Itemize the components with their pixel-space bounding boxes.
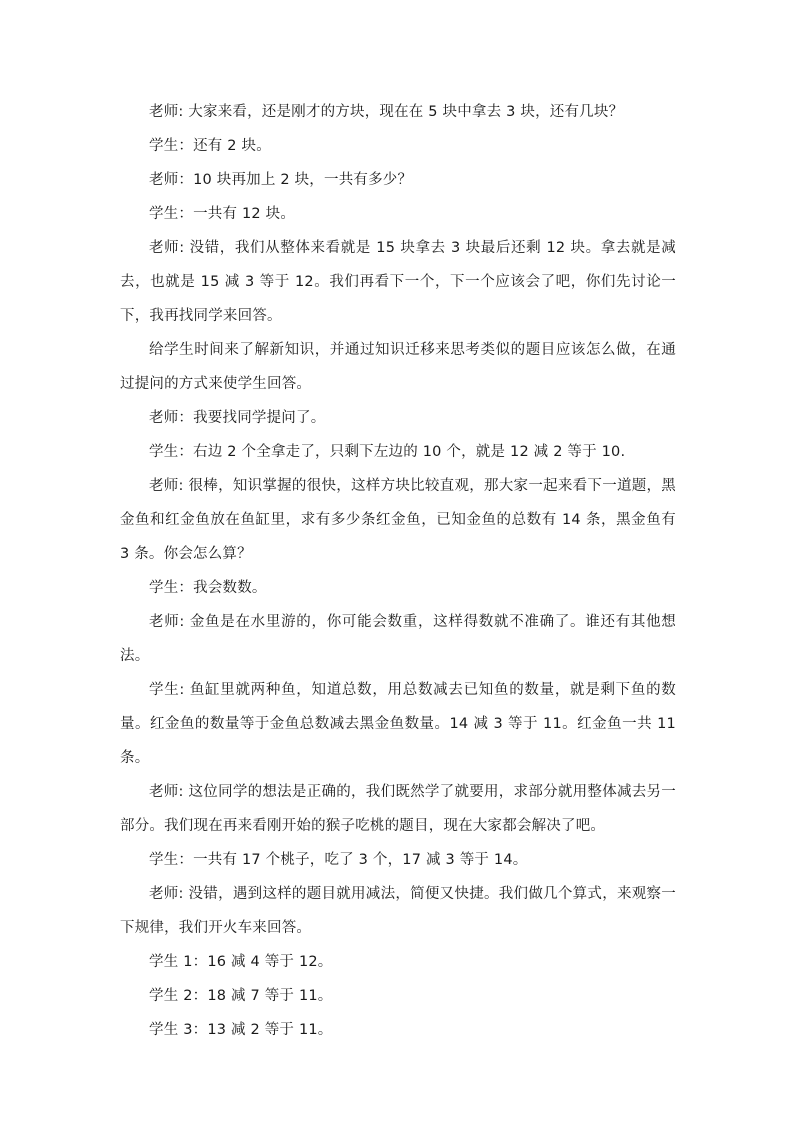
paragraph: 学生 3：13 减 2 等于 11。: [149, 1022, 333, 1038]
paragraph: 学生：我会数数。: [149, 580, 267, 596]
paragraph: 学生：还有 2 块。: [149, 138, 271, 154]
paragraph: 老师: 这位同学的想法是正确的，我们既然学了就要用，求部分就用整体减去另一部分。我们现在再来看刚开始的猴子吃桃的题目，现在大家都会解决了吧。: [120, 784, 676, 834]
paragraph: 老师: 没错，我们从整体来看就是 15 块拿去 3 块最后还剩 12 块。拿去就是减去，也就是 15 减 3 等于 12。我们再看下一个，下一个应该会了吧，你们先讨论一下，我再找同学来回答。: [120, 240, 676, 324]
paragraph: 学生 1：16 减 4 等于 12。: [149, 954, 333, 970]
paragraph: 学生：一共有 17 个桃子，吃了 3 个，17 减 3 等于 14。: [149, 852, 528, 868]
paragraph: 学生：右边 2 个全拿走了，只剩下左边的 10 个，就是 12 减 2 等于 10.: [149, 444, 626, 460]
paragraph: 学生: 鱼缸里就两种鱼，知道总数，用总数减去已知鱼的数量，就是剩下鱼的数量。红金鱼的数量等于金鱼总数减去黑金鱼数量。14 减 3 等于 11。红金鱼一共 11 条。: [120, 682, 676, 766]
paragraph: 老师: 没错，遇到这样的题目就用减法，简便又快捷。我们做几个算式，来观察一下规律，我们开火车来回答。: [120, 886, 676, 936]
paragraph: 老师：10 块再加上 2 块，一共有多少？: [149, 172, 413, 188]
paragraph: 给学生时间来了解新知识，并通过知识迁移来思考类似的题目应该怎么做，在通过提问的方式来使学生回答。: [120, 342, 676, 392]
paragraph: 学生 2：18 减 7 等于 11。: [149, 988, 333, 1004]
paragraph: 老师：我要找同学提问了。: [149, 410, 326, 426]
paragraph: 老师: 金鱼是在水里游的，你可能会数重，这样得数就不准确了。谁还有其他想法。: [120, 614, 676, 664]
paragraph: 老师: 大家来看，还是刚才的方块，现在在 5 块中拿去 3 块，还有几块？: [149, 104, 624, 120]
document-body: [120, 95, 676, 1047]
paragraph: 老师: 很棒，知识掌握的很快，这样方块比较直观，那大家一起来看下一道题，黑金鱼和红金鱼放在鱼缸里，求有多少条红金鱼，已知金鱼的总数有 14 条，黑金鱼有 3 条。你会怎么算？: [120, 478, 676, 562]
paragraph: 学生：一共有 12 块。: [149, 206, 296, 222]
